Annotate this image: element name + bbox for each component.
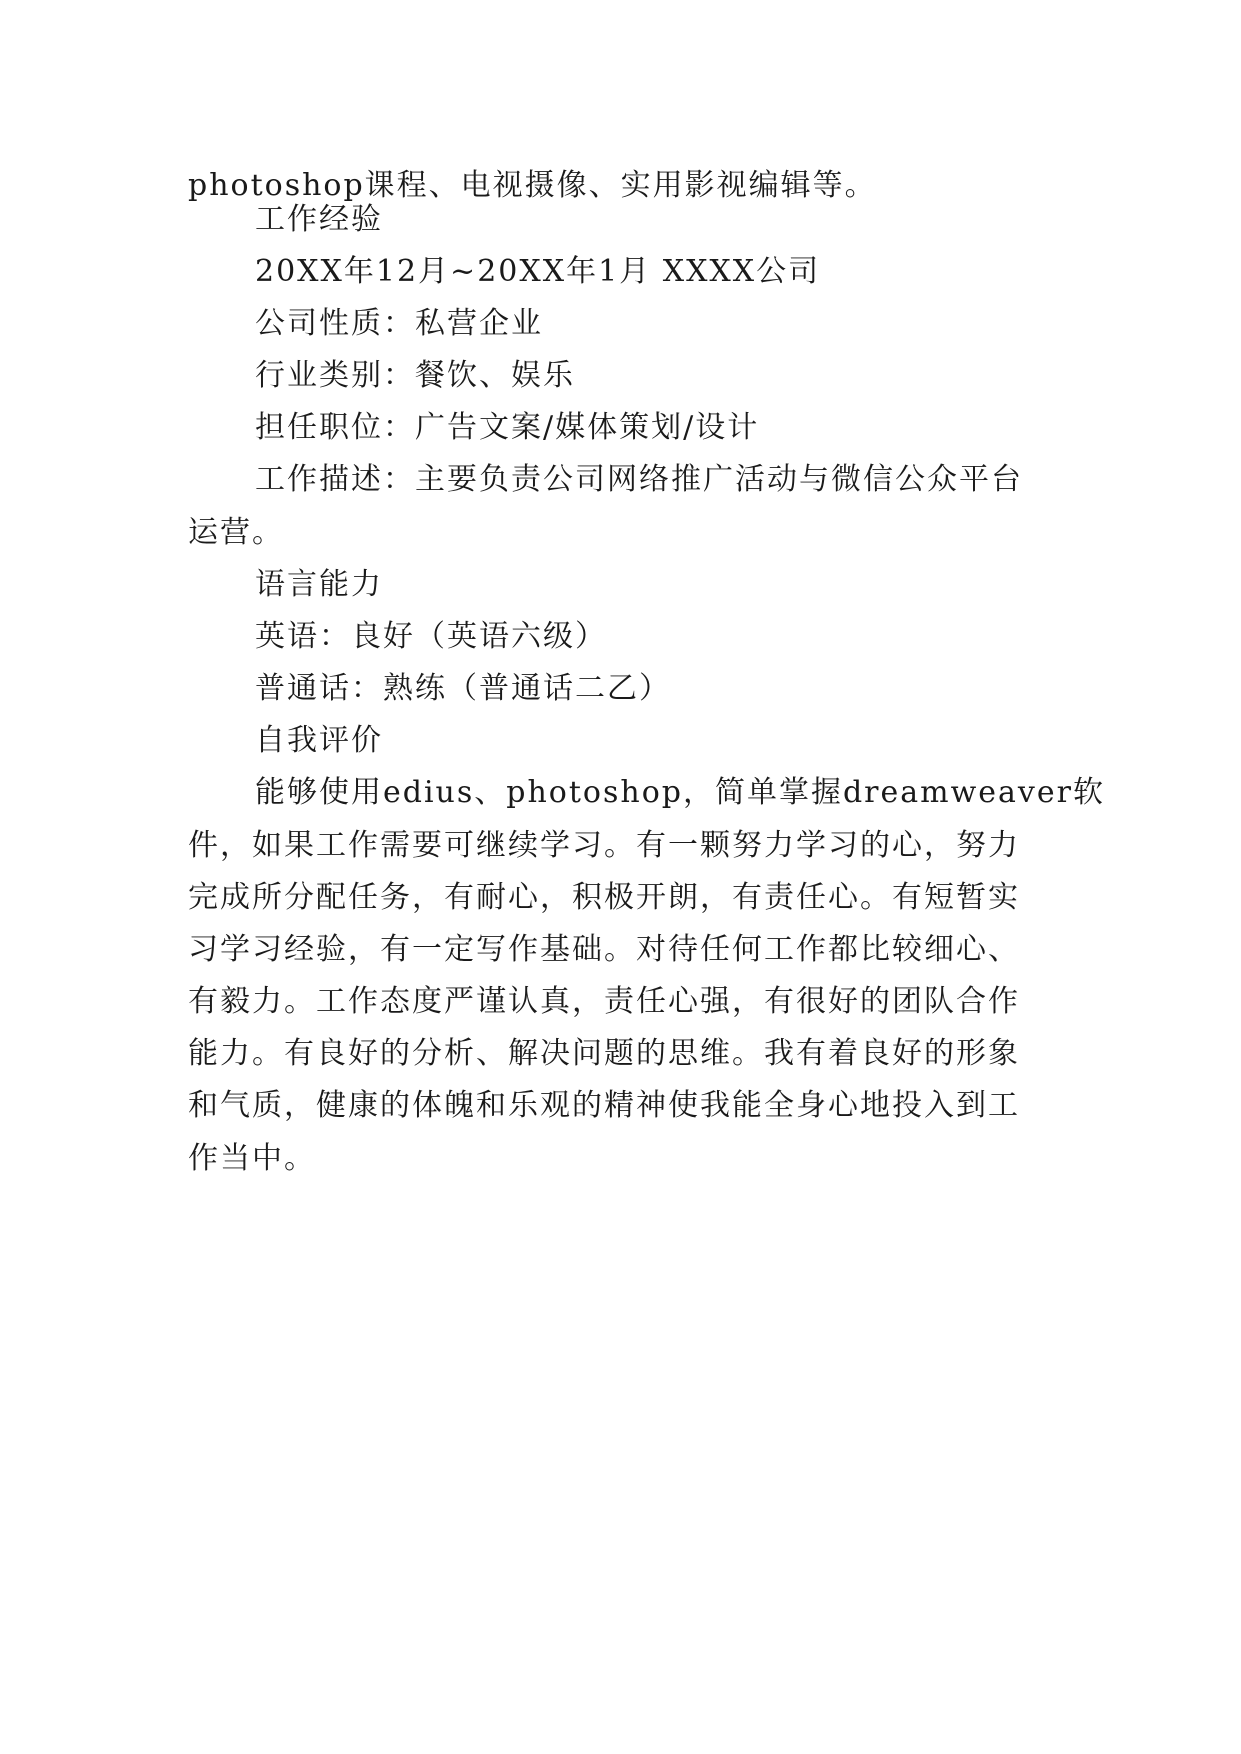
text-line: 普通话：熟练（普通话二乙）: [255, 671, 671, 706]
text-line: photoshop课程、电视摄像、实用影视编辑等。: [188, 168, 877, 203]
text-line: 习学习经验，有一定写作基础。对待任何工作都比较细心、: [188, 932, 1020, 967]
text-line: 担任职位：广告文案/媒体策划/设计: [255, 410, 760, 445]
text-line: 20XX年12月~20XX年1月 XXXX公司: [255, 254, 821, 289]
section-heading-language: 语言能力: [255, 567, 383, 602]
text-line: 能力。有良好的分析、解决问题的思维。我有着良好的形象: [188, 1036, 1020, 1071]
text-line: 件，如果工作需要可继续学习。有一颗努力学习的心，努力: [188, 828, 1020, 863]
text-line: 完成所分配任务，有耐心，积极开朗，有责任心。有短暂实: [188, 880, 1020, 915]
text-line: 作当中。: [188, 1141, 316, 1176]
text-line: 运营。: [188, 515, 284, 550]
text-line: 工作描述：主要负责公司网络推广活动与微信公众平台: [255, 462, 1023, 497]
text-line: 行业类别：餐饮、娱乐: [255, 358, 575, 393]
text-line: 和气质，健康的体魄和乐观的精神使我能全身心地投入到工: [188, 1088, 1020, 1123]
text-line: 英语：良好（英语六级）: [255, 619, 607, 654]
section-heading-self-evaluation: 自我评价: [255, 723, 383, 758]
text-line: 能够使用edius、photoshop，简单掌握dreamweaver软: [255, 775, 1105, 810]
text-line: 公司性质：私营企业: [255, 306, 543, 341]
section-heading-work-experience: 工作经验: [255, 202, 383, 237]
text-line: 有毅力。工作态度严谨认真，责任心强，有很好的团队合作: [188, 984, 1020, 1019]
